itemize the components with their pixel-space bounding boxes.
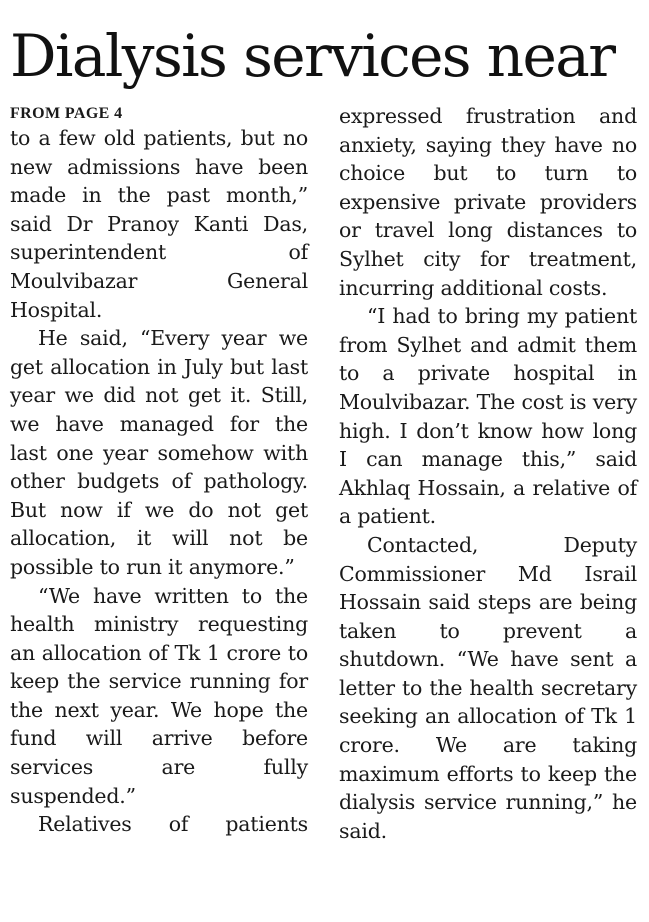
paragraph: expressed frustration and anxiety, saying they have no choice but to turn to expensive private providers or travel long distances to Sylhet city for treatment, incurring additional costs.: [339, 104, 637, 300]
paragraph: to a few old patients, but no new admissions have been made in the past month,” said Dr Pranoy Kanti Das, superintendent of Moulvibazar General Hospital.: [10, 126, 308, 322]
paragraph: He said, “Every year we get allocation in July but last year we did not get it. Still, we have managed for the last one year somehow with other budgets of pathology. But now if we do not get allocation, it will not be possible to run it anymore.”: [10, 326, 308, 579]
paragraph: Relatives of patients: [38, 812, 308, 837]
headline: Dialysis services near: [10, 22, 615, 90]
paragraph: “I had to bring my patient from Sylhet and admit them to a private hospital in Moulvibazar. The cost is very high. I don’t know how long I can manage this,” said Akhlaq Hossain, a relative of a patient.: [339, 304, 637, 529]
right-column: [339, 104, 637, 845]
left-column: [10, 104, 308, 839]
jump-label: FROM PAGE 4: [10, 105, 123, 122]
paragraph: “We have written to the health ministry requesting an allocation of Tk 1 crore to keep the service running for the next year. We hope the fund will arrive before services are fully suspended.”: [10, 583, 308, 808]
paragraph: Contacted, Deputy Commissioner Md Israil Hossain said steps are being taken to prevent a shutdown. “We have sent a letter to the health secretary seeking an allocation of Tk 1 crore. We are taking maximum efforts to keep the dialysis service running,” he said.: [339, 532, 637, 843]
